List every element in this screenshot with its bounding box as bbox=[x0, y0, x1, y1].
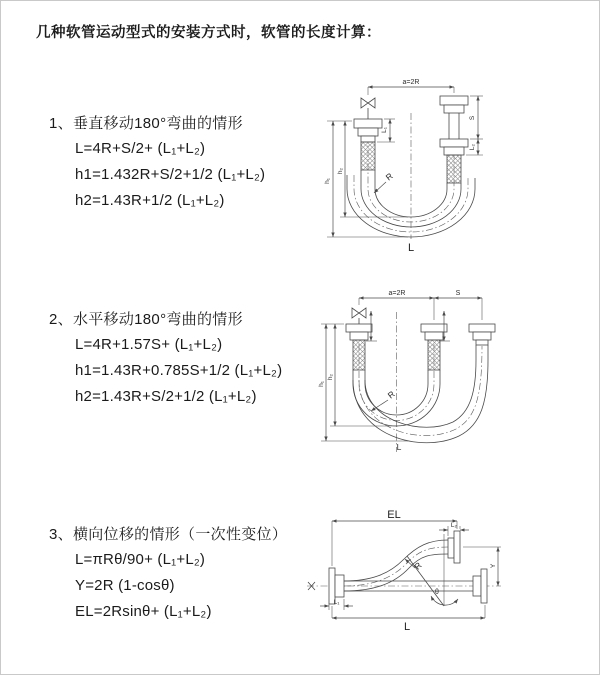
dim-label-a2r: a=2R bbox=[388, 290, 406, 297]
dim-label-l2: L₂ bbox=[450, 522, 458, 529]
formula-line: L=πRθ/90+ (L₁+L₂) bbox=[75, 550, 206, 568]
right-flange-fitting bbox=[440, 96, 468, 183]
middle-flange-fitting bbox=[421, 324, 447, 370]
dim-label-h2: h₂ bbox=[327, 373, 334, 381]
right-flange-fitting bbox=[469, 324, 495, 360]
dim-label-l1: L₁ bbox=[333, 599, 340, 606]
dimension-s bbox=[434, 290, 482, 320]
angle-label: θ bbox=[435, 589, 439, 596]
dimension-s bbox=[469, 96, 483, 139]
dim-label-el: EL bbox=[387, 509, 401, 521]
dimension-l1 bbox=[320, 599, 353, 610]
right-flange-fitting bbox=[473, 569, 487, 603]
diagram-horizontal-180-bend bbox=[313, 284, 593, 459]
left-flange-fitting bbox=[346, 324, 372, 370]
left-flange-fitting bbox=[354, 119, 382, 170]
dim-label-l1: L₁ bbox=[381, 127, 388, 133]
dim-label-h1: h₁ bbox=[324, 178, 331, 184]
formula-line: h2=1.43R+S/2+1/2 (L₁+L₂) bbox=[75, 387, 257, 405]
formula-line: EL=2Rsinθ+ (L₁+L₂) bbox=[75, 602, 212, 620]
moved-hose-outer-edge bbox=[353, 360, 488, 443]
section-vertical-180 bbox=[37, 109, 265, 213]
dim-label-l: L bbox=[403, 621, 411, 633]
dim-label-h1: h₁ bbox=[318, 381, 325, 387]
formula-line: h2=1.43R+1/2 (L₁+L₂) bbox=[75, 191, 225, 209]
dimension-a2r bbox=[368, 79, 454, 95]
dim-label-l2: L₂ bbox=[469, 143, 476, 151]
formula-line: L=4R+1.57S+ (L₁+L₂) bbox=[75, 335, 223, 353]
section-3-heading: 3、横向位移的情形（一次性变位） bbox=[49, 525, 288, 543]
diagram-vertical-180-bend bbox=[316, 73, 586, 263]
braided-hose-section bbox=[361, 142, 375, 170]
dim-label-h2: h₂ bbox=[337, 167, 344, 175]
valve-icon bbox=[361, 98, 375, 119]
radius-label: R bbox=[383, 170, 395, 183]
valve-icon bbox=[352, 308, 366, 324]
dimension-el bbox=[332, 509, 457, 566]
braided-hose-section bbox=[353, 340, 365, 370]
dimension-l2 bbox=[466, 139, 483, 155]
s-curve-hose bbox=[344, 540, 448, 591]
page-title: 几种软管运动型式的安装方式时，软管的长度计算： bbox=[36, 25, 381, 41]
dim-label-s: S bbox=[469, 115, 476, 121]
formula-line: Y=2R (1-cosθ) bbox=[75, 576, 175, 594]
section-1-heading: 1、垂直移动180°弯曲的情形 bbox=[49, 114, 243, 132]
formula-line: L=4R+S/2+ (L₁+L₂) bbox=[75, 139, 206, 157]
section-horizontal-180 bbox=[37, 305, 282, 409]
formula-line: h1=1.43R+0.785S+1/2 (L₁+L₂) bbox=[75, 361, 283, 379]
dim-label-a2r: a=2R bbox=[402, 79, 420, 86]
formula-line: h1=1.432R+S/2+1/2 (L₁+L₂) bbox=[75, 165, 266, 183]
radius-annotation bbox=[371, 389, 397, 411]
length-label: L bbox=[396, 442, 402, 452]
section-lateral-displacement bbox=[37, 520, 287, 624]
section-2-heading: 2、水平移动180°弯曲的情形 bbox=[49, 310, 243, 328]
length-label: L bbox=[407, 242, 415, 254]
radius-label: R bbox=[412, 560, 424, 572]
radius-annotation bbox=[374, 171, 395, 193]
braided-hose-section bbox=[428, 340, 440, 370]
braided-hose-section bbox=[447, 155, 461, 183]
radius-label: R bbox=[385, 388, 397, 401]
dim-label-s: S bbox=[455, 290, 461, 297]
diagram-lateral-displacement bbox=[301, 506, 600, 651]
dimension-l bbox=[332, 605, 485, 633]
moved-hose-inner-edge bbox=[365, 360, 476, 427]
displaced-flange-fitting bbox=[448, 531, 460, 563]
dim-label-y: Y bbox=[490, 563, 497, 569]
